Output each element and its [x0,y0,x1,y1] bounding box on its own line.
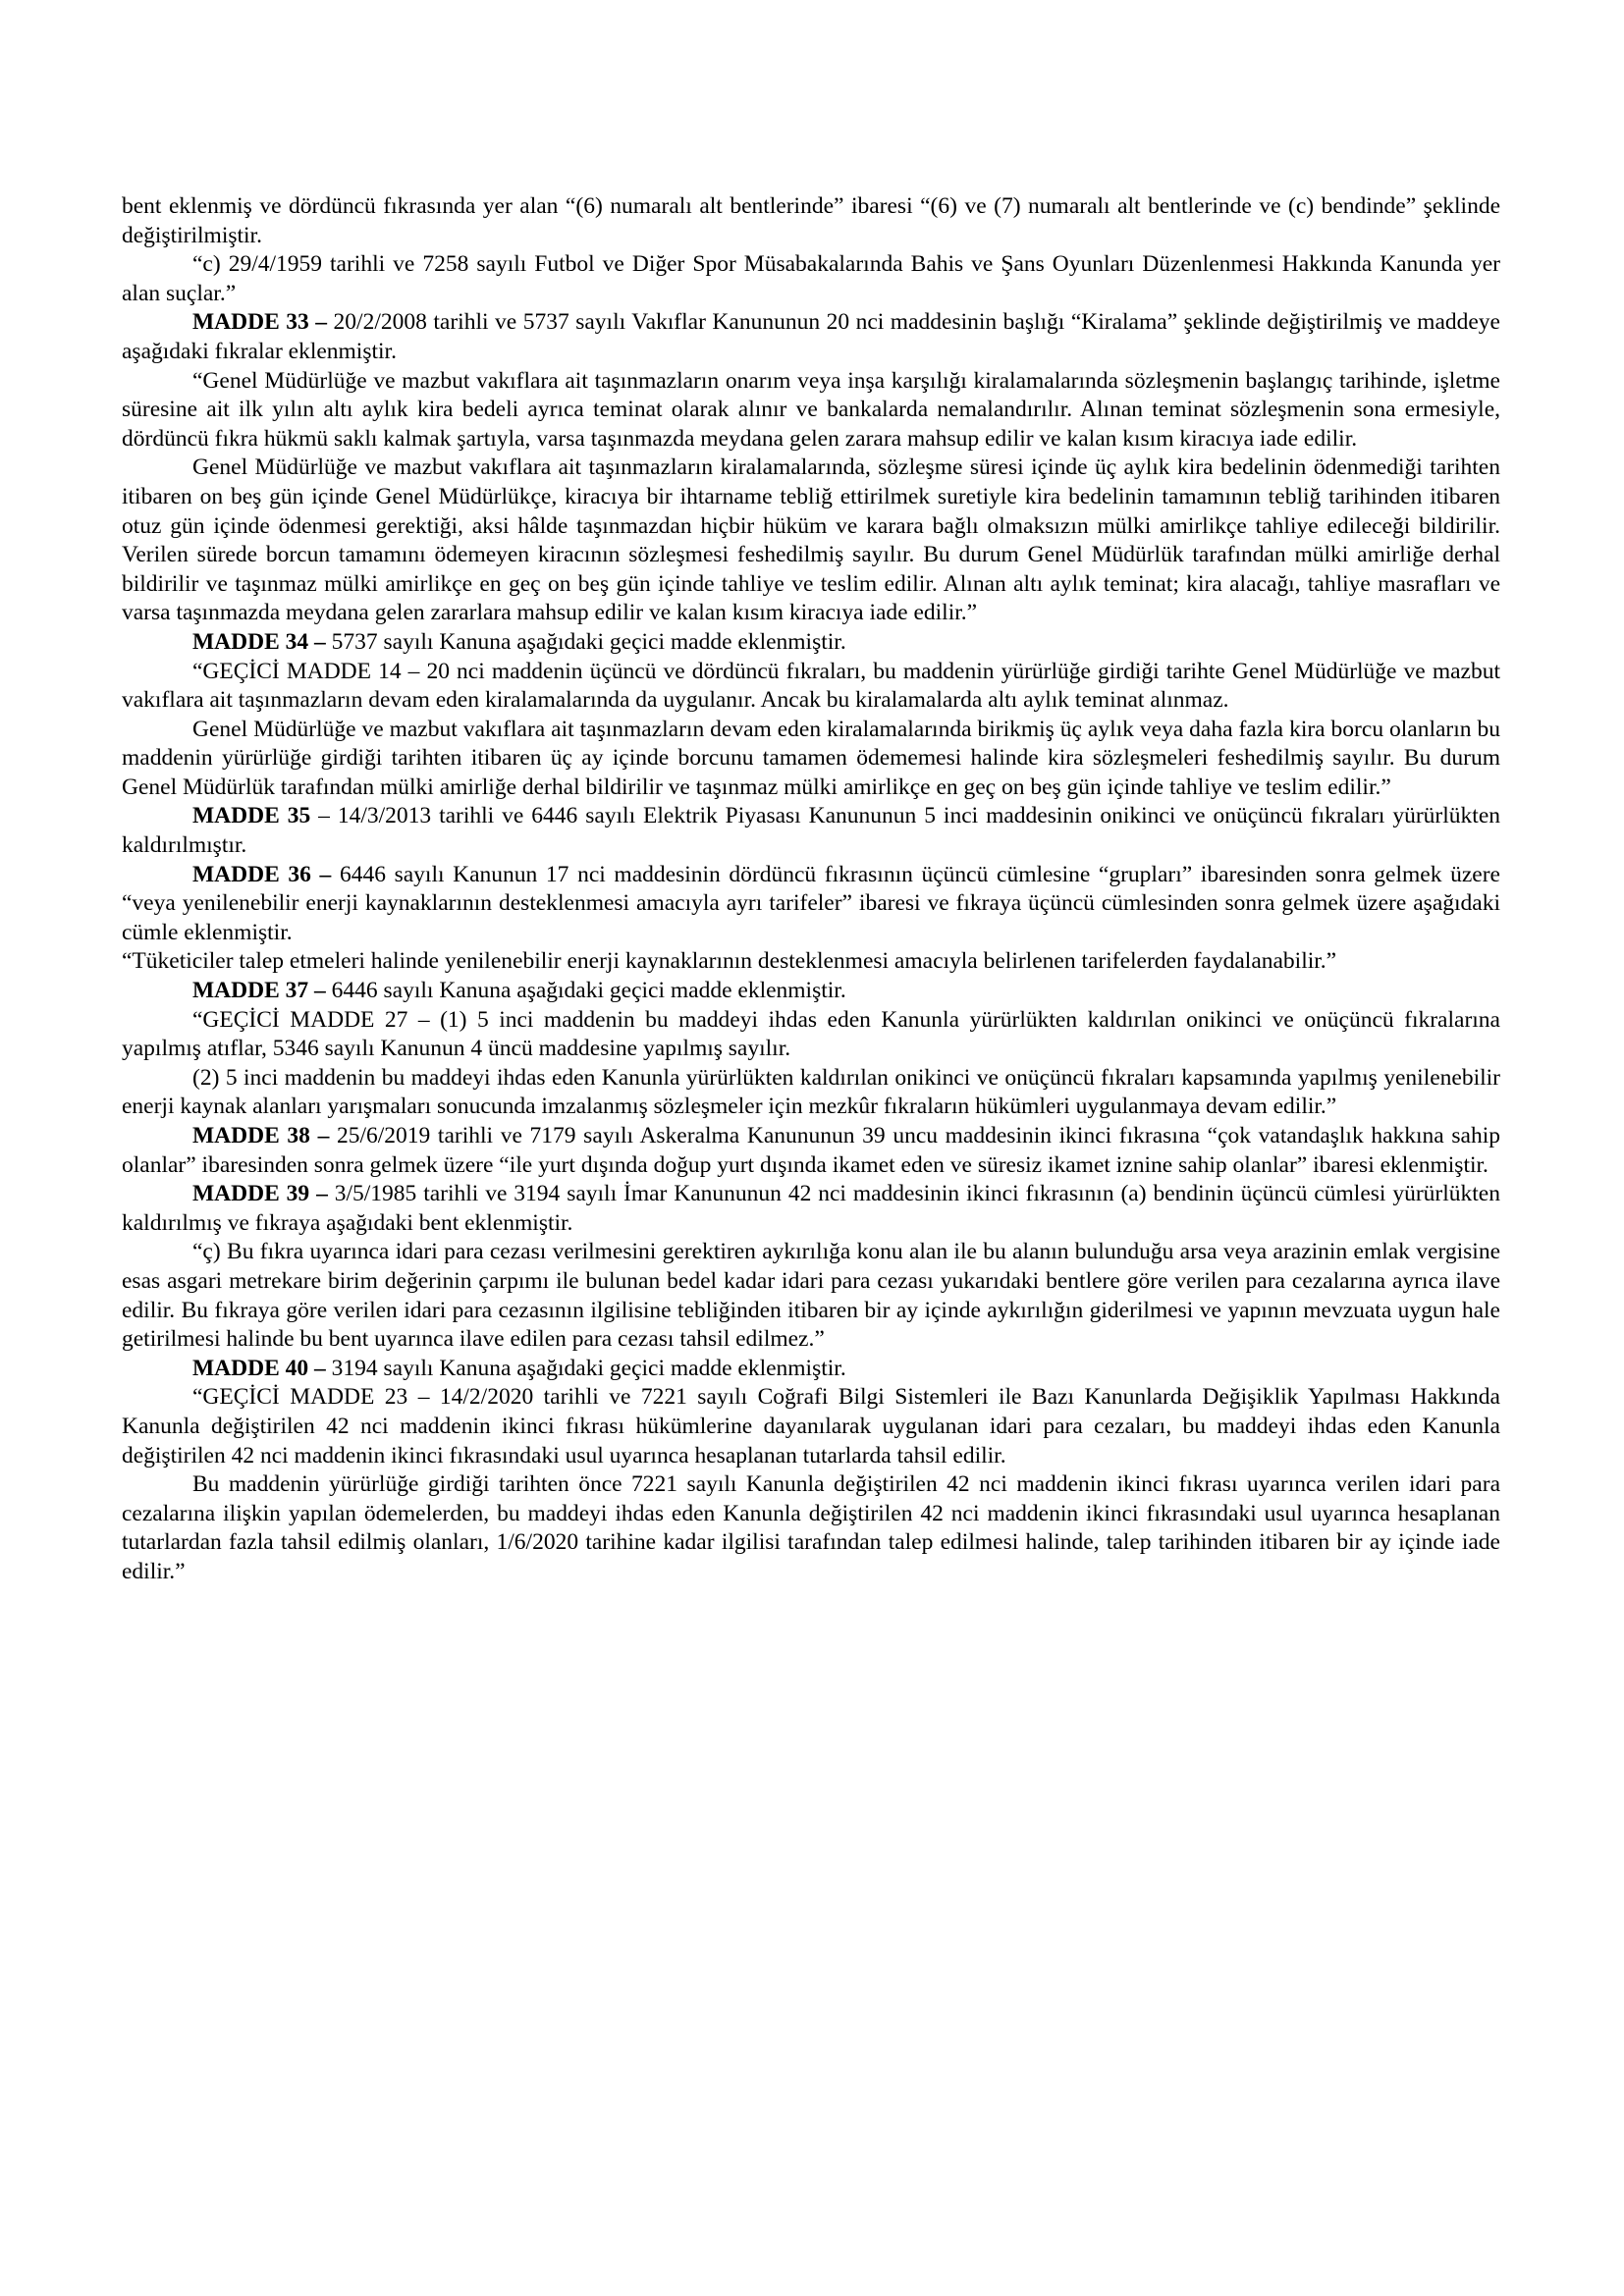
paragraph [122,454,1500,628]
paragraph [122,716,1500,803]
article-heading: MADDE 34 – [192,628,326,655]
paragraph-text: “GEÇİCİ MADDE 14 – 20 nci maddenin üçüncü ve dördüncü fıkraları, bu maddenin yürürlüğe girdiği tarihte Genel Müdürlüğe ve mazbut vakıflara ait taşınmazların devam eden kiralamalarında da uygulanır. Ancak bu kiralamalarda altı aylık teminat alınmaz. [122,658,1500,714]
paragraph [122,250,1500,308]
paragraph [122,192,1500,250]
paragraph [122,308,1500,366]
paragraph-text: 20/2/2008 tarihli ve 5737 sayılı Vakıflar Kanununun 20 nci maddesinin başlığı “Kiralama” şeklinde değiştirilmiş ve maddeye aşağıdaki fıkralar eklenmiştir. [122,309,1500,364]
document-page [122,192,1500,1587]
paragraph-text: bent eklenmiş ve dördüncü fıkrasında yer alan “(6) numaralı alt bentlerinde” ibaresi “(6) ve (7) numaralı alt bentlerinde ve (c) bendinde” şeklinde değiştirilmiştir. [122,193,1500,248]
paragraph-text: (2) 5 inci maddenin bu maddeyi ihdas eden Kanunla yürürlükten kaldırılan onikinci ve onüçüncü fıkraları kapsamında yapılmış yenilenebilir enerji kaynak alanları yarışmaları sonucunda imzalanmış sözleşmeler için mezkûr fıkraların hükümleri uygulanmaya devam edilir.” [122,1064,1500,1120]
paragraph-text: “Tüketiciler talep etmeleri halinde yenilenebilir enerji kaynaklarının desteklenmesi amacıyla belirlenen tarifelerden faydalanabilir.” [122,948,1337,975]
paragraph-text: 6446 sayılı Kanunun 17 nci maddesinin dördüncü fıkrasının üçüncü cümlesine “grupları” ibaresinden sonra gelmek üzere “veya yenilenebilir enerji kaynaklarının desteklenmesi amacıyla ayrı tarifeler” ibaresi ve fıkraya üçüncü cümlesinden sonra gelmek üzere aşağıdaki cümle eklenmiştir. [122,861,1500,945]
paragraph [122,1238,1500,1354]
paragraph [122,1180,1500,1238]
paragraph [122,1470,1500,1586]
paragraph [122,1006,1500,1064]
paragraph-text: 3/5/1985 tarihli ve 3194 sayılı İmar Kanununun 42 nci maddesinin ikinci fıkrasının (a) bendinin üçüncü cümlesi yürürlükten kaldırılmış ve fıkraya aşağıdaki bent eklenmiştir. [122,1181,1500,1236]
paragraph-text: “c) 29/4/1959 tarihli ve 7258 sayılı Futbol ve Diğer Spor Müsabakalarında Bahis ve Şans Oyunları Düzenlenmesi Hakkında Kanunda yer alan suçlar.” [122,251,1500,306]
paragraph-text: Bu maddenin yürürlüğe girdiği tarihten önce 7221 sayılı Kanunla değiştirilen 42 nci maddenin ikinci fıkrası uyarınca verilen idari para cezalarına ilişkin yapılan ödemelerden, bu maddeyi ihdas eden Kanunla değiştirilen 42 nci maddenin ikinci fıkrasındaki usul uyarınca hesaplanan tutarlardan fazla tahsil edilmiş olanları, 1/6/2020 tarihine kadar ilgilisi tarafından talep edilmesi halinde, talep tarihinden itibaren bir ay içinde iade edilir.” [122,1471,1500,1584]
article-heading: MADDE 40 – [192,1355,326,1381]
paragraph-text: 3194 sayılı Kanuna aşağıdaki geçici madde eklenmiştir. [325,1355,846,1381]
paragraph-text: – 14/3/2013 tarihli ve 6446 sayılı Elektrik Piyasası Kanununun 5 inci maddesinin onikinci ve onüçüncü fıkraları yürürlükten kaldırılmıştır. [122,803,1500,859]
paragraph [122,1355,1500,1384]
paragraph [122,628,1500,658]
paragraph [122,1122,1500,1180]
paragraph-text: 6446 sayılı Kanuna aşağıdaki geçici madde eklenmiştir. [325,978,846,1004]
paragraph [122,861,1500,948]
paragraph [122,367,1500,454]
article-heading: MADDE 33 – [192,309,328,336]
paragraph-text: Genel Müdürlüğe ve mazbut vakıflara ait taşınmazların kiralamalarında, sözleşme süresi içinde üç aylık kira bedelinin ödenmediği tarihten itibaren on beş gün içinde Genel Müdürlükçe, kiracıya bir ihtarname tebliğ ettirilmek suretiyle kira bedelinin tamamının tebliğ tarihinden itibaren otuz gün içinde ödenmesi gerektiği, aksi hâlde taşınmazdan hiçbir hüküm ve karara bağlı olmaksızın mülki amirlikçe tahliye edileceği bildirilir. Verilen sürede borcun tamamını ödemeyen kiracının sözleşmesi feshedilmiş sayılır. Bu durum Genel Müdürlük tarafından mülki amirliğe derhal bildirilir ve taşınmaz mülki amirlikçe en geç on beş gün içinde tahliye ve teslim edilir. Alınan altı aylık teminat; kira alacağı, tahliye masrafları ve varsa taşınmazda meydana gelen zararlara mahsup edilir ve kalan kısım kiracıya iade edilir.” [122,454,1500,626]
article-heading: MADDE 38 – [192,1123,330,1148]
paragraph [122,977,1500,1006]
paragraph-text: 5737 sayılı Kanuna aşağıdaki geçici madde eklenmiştir. [325,628,846,655]
paragraph-text: “GEÇİCİ MADDE 23 – 14/2/2020 tarihli ve 7221 sayılı Coğrafi Bilgi Sistemleri ile Bazı Kanunlarda Değişiklik Yapılması Hakkında Kanunla değiştirilen 42 nci maddenin ikinci fıkrası hükümlerine dayanılarak uygulanan idari para cezaları, bu maddeyi ihdas eden Kanunla değiştirilen 42 nci maddenin ikinci fıkrasındaki usul uyarınca hesaplanan tutarlarda tahsil edilir. [122,1384,1500,1468]
paragraph [122,658,1500,716]
paragraph-text: “ç) Bu fıkra uyarınca idari para cezası verilmesini gerektiren aykırılığa konu alan ile bu alanın bulunduğu arsa veya arazinin emlak vergisine esas asgari metrekare birim değerinin çarpımı ile bulunan bedel kadar idari para cezası yukarıdaki bentlere göre verilen para cezalarına ayrıca ilave edilir. Bu fıkraya göre verilen idari para cezasının ilgilisine tebliğinden itibaren bir ay içinde aykırılığın giderilmesi ve yapının mevzuata uygun hale getirilmesi halinde bu bent uyarınca ilave edilen para cezası tahsil edilmez.” [122,1239,1500,1353]
article-heading: MADDE 35 [192,803,311,829]
paragraph-text: Genel Müdürlüğe ve mazbut vakıflara ait taşınmazların devam eden kiralamalarında birikmiş üç aylık veya daha fazla kira borcu olanların bu maddenin yürürlüğe girdiği tarihten itibaren üç ay içinde borcunu tamamen ödememesi halinde kira sözleşmeleri feshedilmiş sayılır. Bu durum Genel Müdürlük tarafından mülki amirliğe derhal bildirilir ve taşınmaz mülki amirlikçe en geç on beş gün içinde tahliye ve teslim edilir.” [122,716,1500,800]
paragraph [122,947,1500,977]
paragraph-text: “Genel Müdürlüğe ve mazbut vakıflara ait taşınmazların onarım veya inşa karşılığı kiralamalarında sözleşmenin başlangıç tarihinde, işletme süresine ait ilk yılın altı aylık kira bedeli ayrıca teminat olarak alınır ve bankalarda nemalandırılır. Alınan teminat sözleşmenin sona ermesiyle, dördüncü fıkra hükmü saklı kalmak şartıyla, varsa taşınmazda meydana gelen zarara mahsup edilir ve kalan kısım kiracıya iade edilir. [122,367,1500,452]
paragraph [122,1383,1500,1470]
paragraph [122,802,1500,860]
article-heading: MADDE 36 – [192,861,332,887]
paragraph-text: 25/6/2019 tarihli ve 7179 sayılı Askeralma Kanununun 39 uncu maddesinin ikinci fıkrasına “çok vatandaşlık hakkına sahip olanlar” ibaresinden sonra gelmek üzere “ile yurt dışında doğup yurt dışında ikamet eden ve süresiz ikamet iznine sahip olanlar” ibaresi eklenmiştir. [122,1123,1500,1178]
paragraph-text: “GEÇİCİ MADDE 27 – (1) 5 inci maddenin bu maddeyi ihdas eden Kanunla yürürlükten kaldırılan onikinci ve onüçüncü fıkralarına yapılmış atıflar, 5346 sayılı Kanunun 4 üncü maddesine yapılmış sayılır. [122,1006,1500,1062]
article-heading: MADDE 39 – [192,1181,328,1207]
article-heading: MADDE 37 – [192,978,326,1004]
paragraph [122,1064,1500,1122]
